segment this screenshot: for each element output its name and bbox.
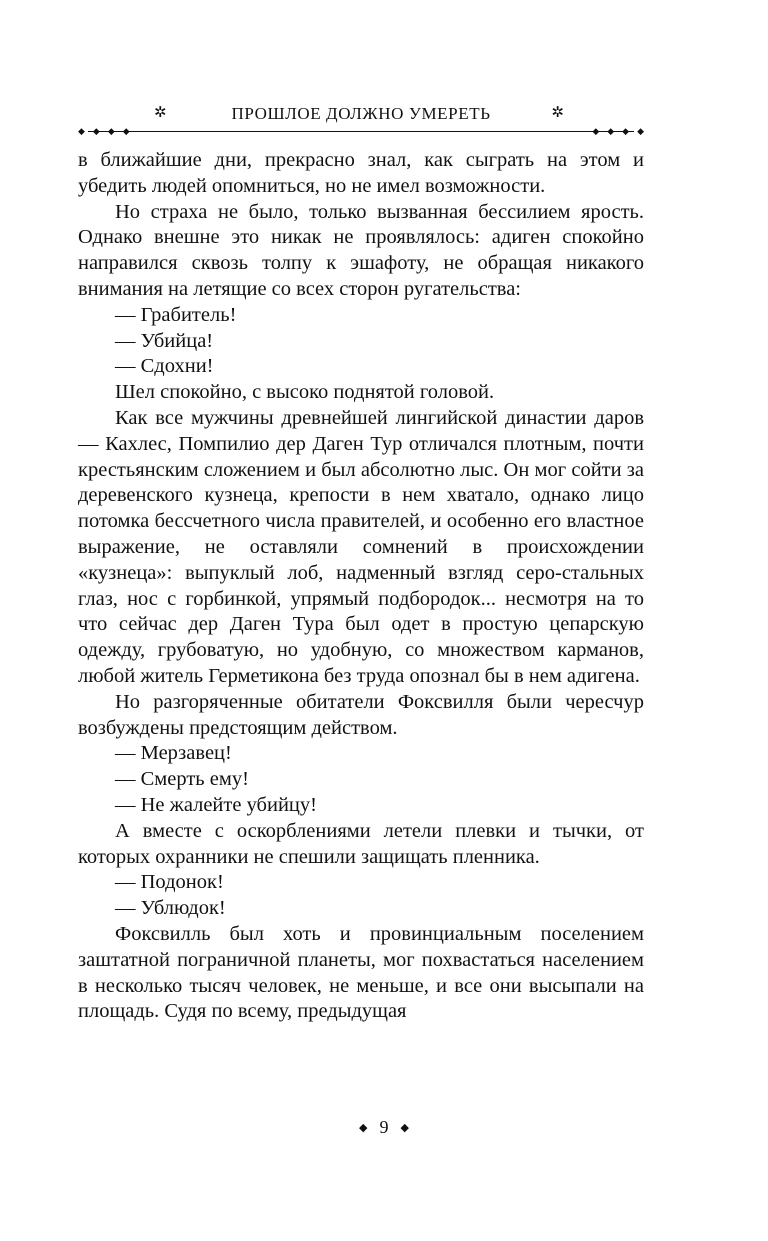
diamond-ornament-icon: ◆◆◆◆ [592, 126, 652, 136]
diamond-ornament-icon: ◆ [359, 1122, 368, 1134]
dialogue-line: — Подонок! [115, 871, 224, 894]
page-number: 9 [379, 1117, 389, 1137]
dialogue-line: — Грабитель! [115, 303, 237, 326]
page-footer [0, 1117, 768, 1138]
dialogue-line: — Мерзавец! [115, 742, 232, 765]
paragraph: А вместе с оскорблениями летели плевки и тычки, от которых охранники не спешили защищать пленника. [78, 819, 644, 868]
dialogue-line: — Ублюдок! [115, 897, 226, 920]
paragraph: Но страха не было, только вызванная бессилием ярость. Однако внешне это никак не проявлялось: адиген спокойно направился сквозь толпу к эшафоту, не обращая никакого внимания на летящие со всех сторон ругательства: [78, 200, 644, 300]
running-header [78, 100, 652, 140]
paragraph: Но разгоряченные обитатели Фоксвилля были чересчур возбуждены предстоящим действом. [78, 690, 644, 739]
dialogue-line: — Смерть ему! [115, 768, 249, 791]
running-title: ПРОШЛОЕ ДОЛЖНО УМЕРЕТЬ [231, 104, 491, 123]
header-rule [88, 131, 634, 132]
diamond-ornament-icon: ◆ [400, 1122, 409, 1134]
dialogue-line: — Убийца! [115, 329, 214, 352]
paragraph: Шел спокойно, с высоко поднятой головой. [115, 381, 495, 404]
asterisk-ornament-icon: ✲ [551, 105, 564, 121]
asterisk-ornament-icon: ✲ [154, 105, 167, 121]
dialogue-line: — Не жалейте убийцу! [115, 793, 317, 816]
paragraph: в ближайшие дни, прекрасно знал, как сыграть на этом и убедить людей опомниться, но не имел возможности. [78, 149, 644, 197]
paragraph: Как все мужчины древнейшей лингийской династии даров — Кахлес, Помпилио дер Даген Тур отличался плотным, почти крестьянским сложением и был абсолютно лыс. Он мог сойти за деревенского кузнеца, крепости в нем хватало, однако лицо потомка бессчетного числа правителей, и особенно его властное выражение, не оставляли сомнений в происхождении «кузнеца»: выпуклый лоб, надменный взгляд серо-стальных глаз, нос с горбинкой, упрямый подбородок... несмотря на то что сейчас дер Даген Тура был одет в простую цепарскую одежду, грубоватую, но удобную, со множеством карманов, любой житель Герметикона без труда опознал бы в нем адигена. [78, 406, 644, 687]
diamond-ornament-icon: ◆◆◆◆ [78, 126, 138, 136]
page-body [78, 148, 644, 1025]
dialogue-line: — Сдохни! [115, 355, 214, 378]
paragraph: Фоксвилль был хоть и провинциальным поселением заштатной пограничной планеты, мог похвастаться населением в несколько тысяч человек, не меньше, и все они высыпали на площадь. Судя по всему, предыдущая [78, 922, 644, 1023]
